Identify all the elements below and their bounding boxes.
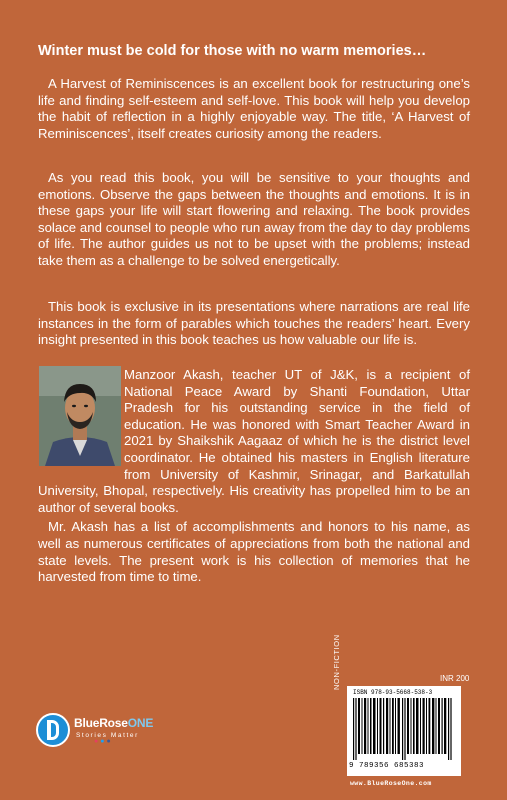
- publisher-tagline: Stories Matter: [76, 732, 139, 739]
- barcode-bars: [353, 698, 455, 760]
- description-paragraph-3: This book is exclusive in its presentations where narrations are real life instances in the form of parables which touches the readers’ heart. Every insight presented in this book teaches us how valuable our life is.: [38, 299, 470, 348]
- author-bio-paragraph-2: Mr. Akash has a list of accomplishments and honors to his name, as well as numerous certificates of appreciations from both the national and state levels. The present work is his collection of memories that he harvested from time to time.: [38, 519, 470, 585]
- tagline: Winter must be cold for those with no warm memories…: [38, 43, 427, 59]
- barcode-number: 9 789356 685383: [349, 762, 425, 770]
- publisher-name: BlueRoseONE: [74, 716, 154, 730]
- author-bio: [38, 367, 470, 586]
- publisher-b-icon: [36, 713, 70, 747]
- publisher-logo: [36, 713, 176, 753]
- barcode: [347, 686, 461, 776]
- isbn-label: ISBN 978-93-5668-538-3: [353, 689, 433, 696]
- publisher-website: www.BlueRoseOne.com: [350, 780, 432, 787]
- author-bio-paragraph-1: Manzoor Akash, teacher UT of J&K, is a recipient of National Peace Award by Shanti Foundation, Uttar Pradesh for his outstanding service in the field of education. He was honored with Smart Teacher Award in 2021 by Shaikshik Aagaaz of which he is the district level coordinator. He obtained his masters in English literature from University of Kashmir, Srinagar, and Barkatullah University, Bhopal, respectively. His creativity has propelled him to be an author of several books.: [38, 367, 470, 515]
- description-paragraph-2: As you read this book, you will be sensitive to your thoughts and emotions. Observe the gaps between the thoughts and emotions. It is in these gaps your life will start flowering and relaxing. The book provides solace and counsel to people who run away from the day to day problems of life. The author guides us not to be upset with the problems; instead take them as a challenge to be solved energetically.: [38, 170, 470, 268]
- price: INR 200: [440, 674, 470, 683]
- social-icons: ● ● ●: [94, 738, 111, 745]
- genre-label: NON-FICTION: [332, 634, 341, 690]
- description-paragraph-1: A Harvest of Reminiscences is an excellent book for restructuring one’s life and finding self-esteem and self-love. This book will help you develop the habit of reflection in a highly enjoyable way. The title, ‘A Harvest of Reminiscences’, itself creates curiosity among the readers.: [38, 76, 470, 141]
